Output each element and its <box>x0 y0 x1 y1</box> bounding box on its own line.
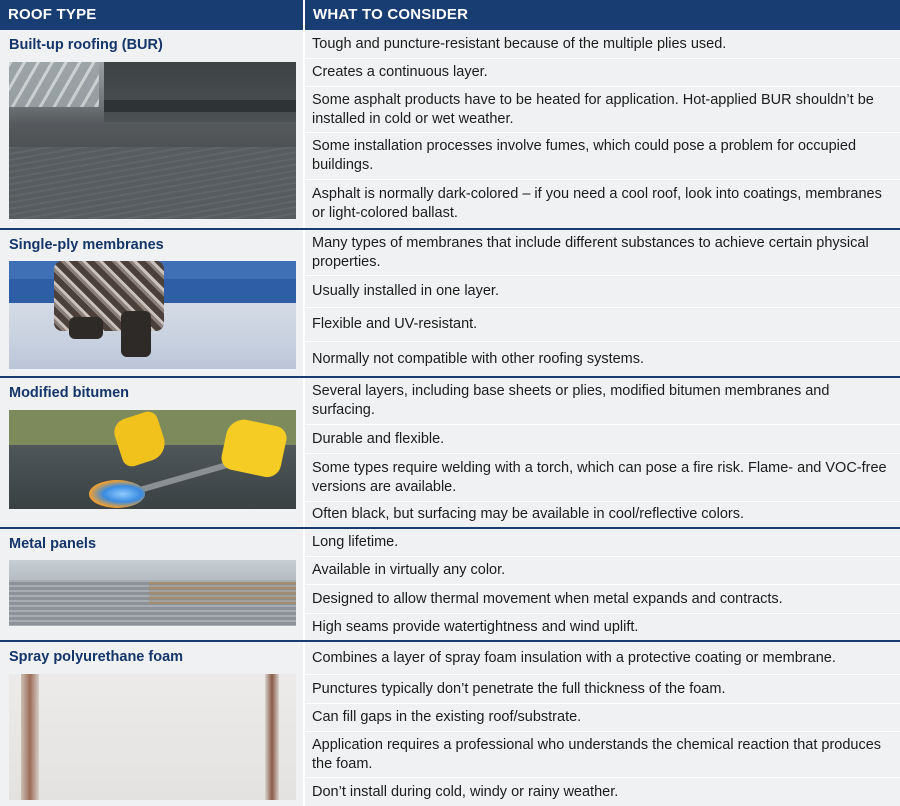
consideration-row: Creates a continuous layer. <box>305 59 900 86</box>
section-title: Metal panels <box>9 536 97 552</box>
consideration-row: Durable and flexible. <box>305 425 900 453</box>
single-ply-photo <box>9 261 296 369</box>
consideration-row: High seams provide watertightness and wind uplift. <box>305 614 900 640</box>
section-spray-foam-type-cell <box>0 642 303 806</box>
modified-bitumen-photo <box>9 410 296 509</box>
consideration-row: Several layers, including base sheets or plies, modified bitumen membranes and surfacing. <box>305 378 900 424</box>
section-title: Spray polyurethane foam <box>9 649 184 665</box>
consideration-row: Many types of membranes that include different substances to achieve certain physical properties. <box>305 230 900 275</box>
consideration-row: Long lifetime. <box>305 529 900 556</box>
consideration-row: Designed to allow thermal movement when metal expands and contracts. <box>305 585 900 613</box>
section-title: Modified bitumen <box>9 385 130 401</box>
consideration-row: Can fill gaps in the existing roof/substrate. <box>305 704 900 731</box>
consideration-row: Some asphalt products have to be heated for application. Hot-applied BUR shouldn’t be installed in cold or wet weather. <box>305 87 900 132</box>
section-title: Built-up roofing (BUR) <box>9 37 163 53</box>
consideration-row: Combines a layer of spray foam insulation with a protective coating or membrane. <box>305 642 900 674</box>
header-what-to-consider: WHAT TO CONSIDER <box>305 0 900 30</box>
spray-foam-photo <box>9 674 296 800</box>
section-single-ply-type-cell <box>0 230 303 376</box>
section-modified-bitumen-type-cell <box>0 378 303 527</box>
consideration-row: Don’t install during cold, windy or rainy weather. <box>305 778 900 806</box>
section-metal-panels-type-cell <box>0 529 303 640</box>
consideration-row: Some installation processes involve fumes, which could pose a problem for occupied buildings. <box>305 133 900 179</box>
bur-roof-photo <box>9 62 296 219</box>
consideration-row: Asphalt is normally dark-colored – if you need a cool roof, look into coatings, membranes or light-colored ballast. <box>305 180 900 228</box>
consideration-row: Some types require welding with a torch, which can pose a fire risk. Flame- and VOC-free versions are available. <box>305 454 900 501</box>
consideration-row: Flexible and UV-resistant. <box>305 308 900 341</box>
consideration-row: Normally not compatible with other roofing systems. <box>305 342 900 376</box>
consideration-row: Often black, but surfacing may be available in cool/reflective colors. <box>305 502 900 527</box>
section-bur-type-cell <box>0 30 303 228</box>
consideration-row: Tough and puncture-resistant because of the multiple plies used. <box>305 30 900 58</box>
consideration-row: Punctures typically don’t penetrate the full thickness of the foam. <box>305 675 900 703</box>
section-title: Single-ply membranes <box>9 237 164 253</box>
consideration-row: Available in virtually any color. <box>305 557 900 584</box>
header-roof-type: ROOF TYPE <box>0 0 303 30</box>
consideration-row: Usually installed in one layer. <box>305 276 900 307</box>
consideration-row: Application requires a professional who understands the chemical reaction that produces the foam. <box>305 732 900 777</box>
metal-panels-photo <box>9 560 296 626</box>
